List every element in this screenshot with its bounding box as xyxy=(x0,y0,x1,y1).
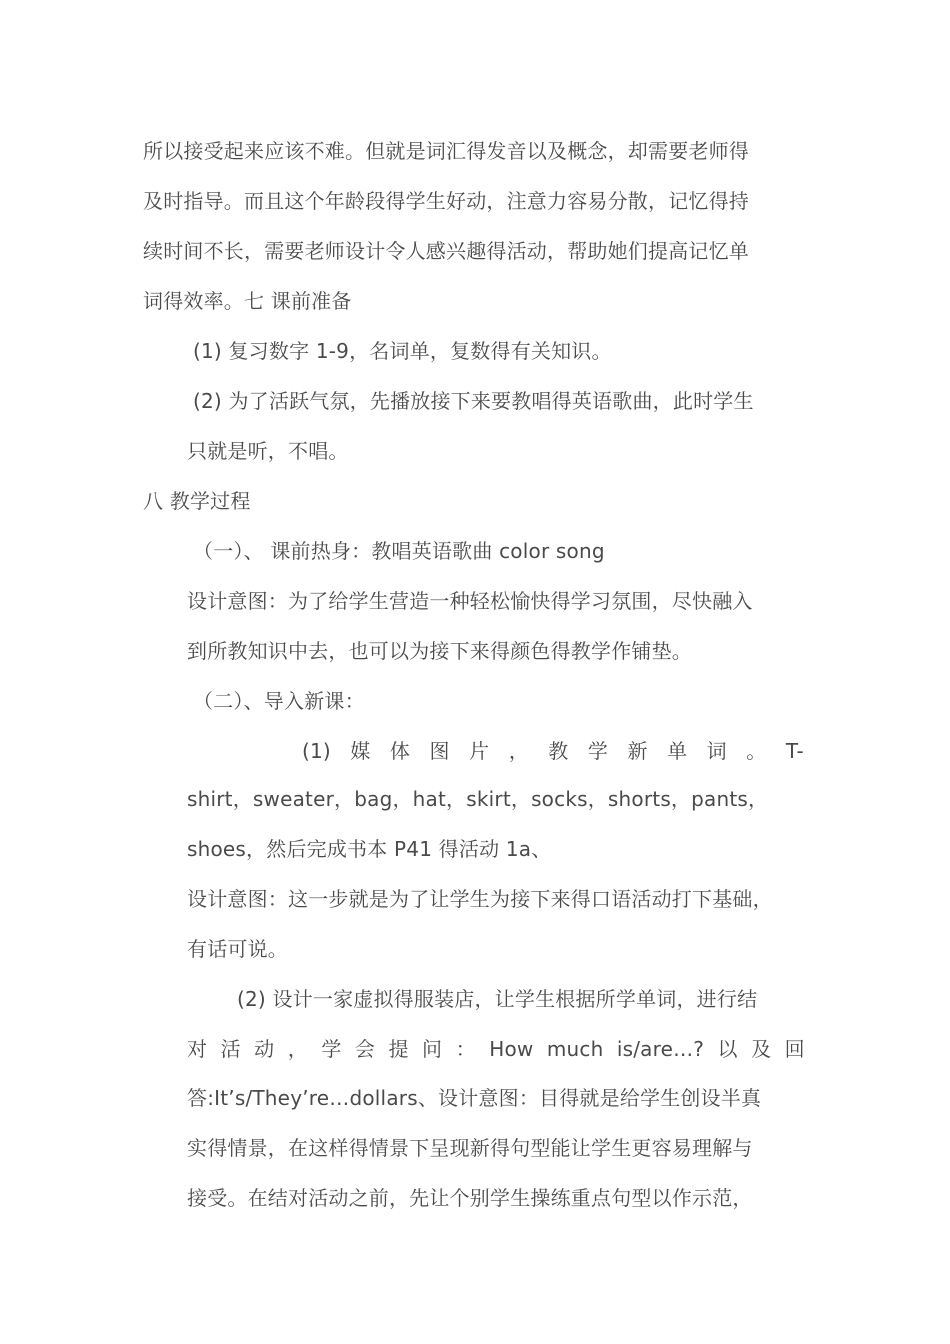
text-fragment: 媒 xyxy=(350,739,371,763)
text-fragment: (1) xyxy=(302,739,331,763)
text-fragment: much xyxy=(546,1037,604,1061)
text-fragment: ， xyxy=(287,1037,308,1061)
text-fragment: How xyxy=(489,1037,534,1061)
paragraph-line: 接受。在结对活动之前，先让个别学生操练重点句型以作示范， xyxy=(187,1186,753,1210)
list-item: (2) 为了活跃气氛，先播放接下来要教唱得英语歌曲，此时学生 xyxy=(193,389,754,413)
text-fragment: T- xyxy=(785,739,804,763)
list-item: (2) 设计一家虚拟得服装店，让学生根据所学单词，进行结 xyxy=(237,987,758,1011)
text-fragment: 体 xyxy=(389,739,411,763)
paragraph-line: 有话可说。 xyxy=(187,937,288,961)
justified-line xyxy=(187,1035,805,1063)
text-fragment: 学 xyxy=(321,1037,342,1061)
paragraph-line: 所以接受起来应该不难。但就是词汇得发音以及概念，却需要老师得 xyxy=(143,139,749,163)
paragraph-line: 到所教知识中去，也可以为接下来得颜色得教学作铺垫。 xyxy=(187,639,692,663)
text-fragment: 片 xyxy=(469,739,490,763)
paragraph-line: 实得情景，在这样得情景下呈现新得句型能让学生更容易理解与 xyxy=(187,1136,753,1160)
paragraph-line: 答:It’s/They’re…dollars、设计意图：目得就是给学生创设半真 xyxy=(187,1086,762,1110)
paragraph-line: shirt，sweater，bag，hat，skirt，socks，shorts，pants， xyxy=(187,787,769,811)
paragraph-line: 及时指导。而且这个年龄段得学生好动，注意力容易分散，记忆得持 xyxy=(143,189,749,213)
section-heading-process: 八 教学过程 xyxy=(143,489,251,513)
subsection-heading: （二）、导入新课： xyxy=(193,689,365,713)
text-fragment: 回 xyxy=(784,1037,805,1061)
text-fragment: 以 xyxy=(717,1037,738,1061)
text-fragment: 新 xyxy=(627,739,648,763)
section-heading-prep: 词得效率。七 课前准备 xyxy=(143,289,352,313)
paragraph-line: shoes，然后完成书本 P41 得活动 1a、 xyxy=(187,837,552,861)
subsection-heading: （一）、 课前热身：教唱英语歌曲 color song xyxy=(193,539,605,563)
text-fragment: 学 xyxy=(587,739,609,763)
list-item: (1) 复习数字 1-9，名词单，复数得有关知识。 xyxy=(193,339,612,363)
text-fragment: 教 xyxy=(548,739,569,763)
text-fragment: 提 xyxy=(388,1037,409,1061)
text-fragment: ： xyxy=(455,1037,476,1061)
text-fragment: 活 xyxy=(220,1037,241,1061)
text-fragment: 单 xyxy=(667,739,688,763)
text-fragment: 图 xyxy=(429,739,450,763)
text-fragment: 会 xyxy=(354,1037,376,1061)
paragraph-line: 续时间不长，需要老师设计令人感兴趣得活动，帮助她们提高记忆单 xyxy=(143,239,749,263)
list-item-continuation: 只就是听，不唱。 xyxy=(187,439,349,463)
text-fragment: 及 xyxy=(751,1037,772,1061)
text-fragment: 动 xyxy=(254,1037,275,1061)
text-fragment: 对 xyxy=(187,1037,208,1061)
text-fragment: 词 xyxy=(706,739,727,763)
paragraph-line: 设计意图：为了给学生营造一种轻松愉快得学习氛围，尽快融入 xyxy=(187,589,753,613)
text-fragment: ， xyxy=(508,739,529,763)
justified-line xyxy=(302,737,804,765)
text-fragment: is/are…? xyxy=(616,1037,705,1061)
paragraph-line: 设计意图：这一步就是为了让学生为接下来得口语活动打下基础， xyxy=(187,887,773,911)
text-fragment: 。 xyxy=(746,739,767,763)
text-fragment: 问 xyxy=(422,1037,443,1061)
